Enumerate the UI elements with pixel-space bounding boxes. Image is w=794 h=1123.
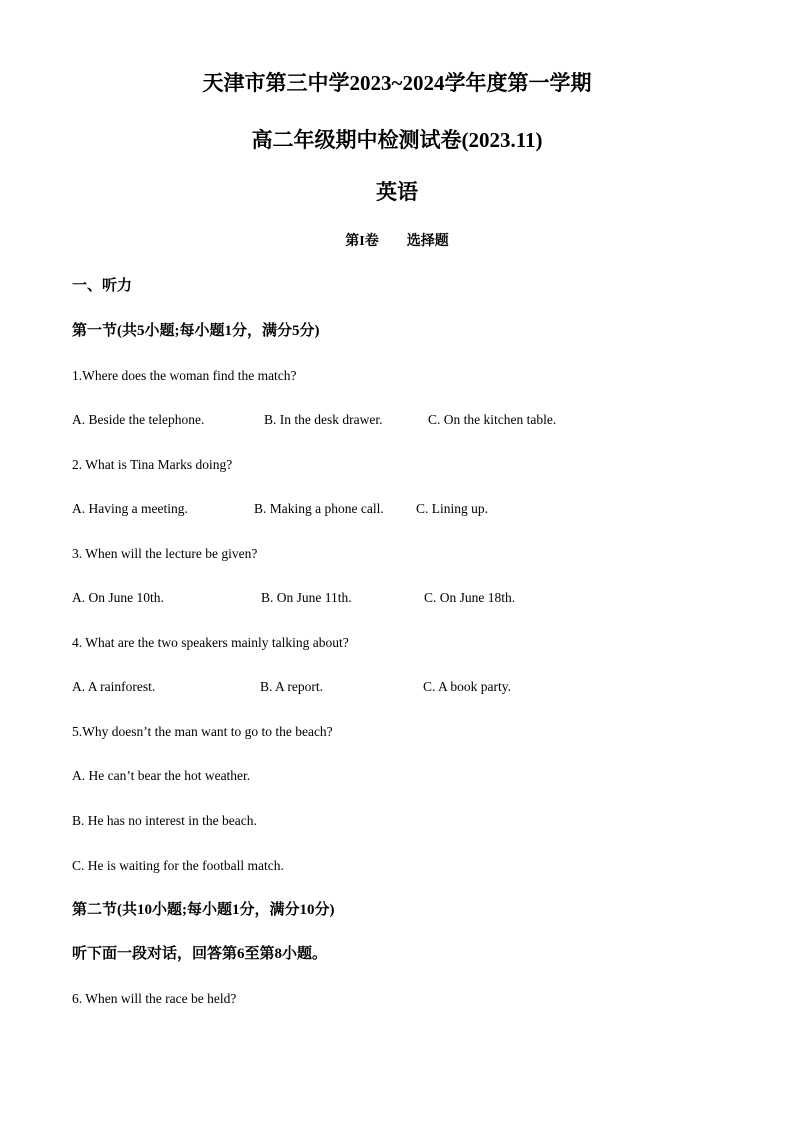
option-b: B. In the desk drawer. <box>264 412 383 427</box>
exam-title: 天津市第三中学2023~2024学年度第一学期 <box>202 71 592 95</box>
option-c: C. On June 18th. <box>424 590 516 605</box>
question-stem: 3. When will the lecture be given? <box>72 546 258 561</box>
dialogue-instruction: 听下面一段对话，回答第6至第8小题。 <box>72 946 328 962</box>
option-b: B. On June 11th. <box>261 590 352 605</box>
option-a: A. On June 10th. <box>72 590 164 605</box>
option-c: C. Lining up. <box>416 501 489 516</box>
question-stem: 4. What are the two speakers mainly talking about? <box>72 635 349 650</box>
option-c: C. He is waiting for the football match. <box>72 858 284 873</box>
option-a: A. He can’t bear the hot weather. <box>72 768 251 783</box>
section2-heading: 第二节(共10小题;每小题1分，满分10分) <box>72 902 335 918</box>
option-a: A. Having a meeting. <box>72 501 188 516</box>
question-stem: 1.Where does the woman find the match? <box>72 368 297 383</box>
option-b: B. He has no interest in the beach. <box>72 813 257 828</box>
question-stem: 6. When will the race be held? <box>72 991 237 1006</box>
option-c: C. A book party. <box>423 679 512 694</box>
subject-title: 英语 <box>376 180 418 204</box>
option-c: C. On the kitchen table. <box>428 412 557 427</box>
question-stem: 5.Why doesn’t the man want to go to the beach? <box>72 724 333 739</box>
option-b: B. A report. <box>260 679 323 694</box>
part-heading-listening: 一、听力 <box>72 278 133 294</box>
option-b: B. Making a phone call. <box>254 501 384 516</box>
section1-heading: 第一节(共5小题;每小题1分，满分5分) <box>72 323 320 339</box>
volume-title: 第I卷 选择题 <box>345 234 449 249</box>
exam-subtitle: 高二年级期中检测试卷(2023.11) <box>251 128 543 152</box>
option-a: A. A rainforest. <box>72 679 156 694</box>
question-stem: 2. What is Tina Marks doing? <box>72 457 233 472</box>
option-a: A. Beside the telephone. <box>72 412 205 427</box>
